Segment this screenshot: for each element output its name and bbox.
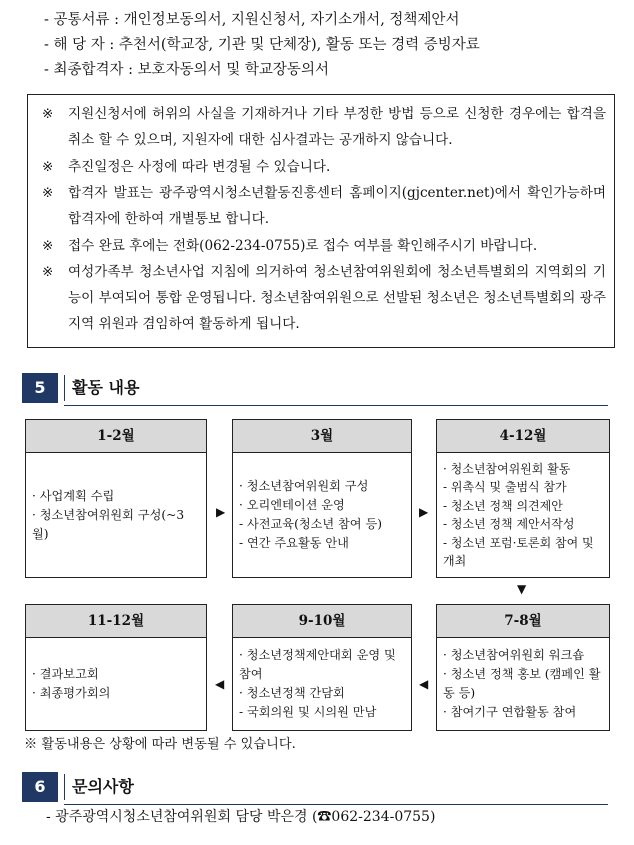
flow-box-apr-dec [436, 419, 610, 578]
notice-mark: ※ [42, 106, 54, 122]
flow-item: · 청소년참여위원회 구성(~3월) [32, 507, 185, 541]
flow-items [26, 453, 206, 577]
flow-item: - 청소년 정책 의견제안 [443, 498, 563, 513]
divider [64, 774, 65, 800]
flow-items [233, 453, 411, 577]
flow-period: 9-10월 [233, 605, 411, 638]
flow-item: · 오리엔테이션 운영 [239, 498, 345, 512]
flow-period: 11-12월 [26, 605, 206, 638]
notice-mark: ※ [42, 238, 54, 254]
flow-item: · 결과보고회 [32, 667, 99, 681]
notice-text: 추진일정은 사정에 따라 변경될 수 있습니다. [68, 159, 331, 175]
flow-item: - 청소년 포럼·토론회 참여 및 개최 [443, 535, 594, 568]
flow-item: · 사업계획 수립 [32, 488, 115, 503]
notice-text: 여성가족부 청소년사업 지침에 의거하여 청소년참여위원회에 청소년특별회의 지역회의 기능이 부여되어 통합 운영됩니다. 청소년참여위원으로 선발된 청소년은 청소년특별회의 광주지역 위원과 겸임하여 활동하게 됩니다. [68, 264, 606, 332]
section-title: 문의사항 [72, 777, 134, 796]
doc-final: - 최종합격자 : 보호자동의서 및 학교장동의서 [44, 62, 329, 78]
flow-box-nov-dec [25, 604, 207, 731]
contact-info: - 광주광역시청소년참여위원회 담당 박은경 (☎062-234-0755) [46, 809, 436, 825]
flow-period: 7-8월 [437, 605, 609, 638]
section-title: 활동 내용 [72, 378, 140, 397]
section-number: 5 [22, 373, 58, 403]
notice-item [42, 154, 606, 180]
arrow-left-icon: ◀ [419, 677, 429, 691]
notice-item [42, 233, 606, 259]
flow-box-jul-aug [436, 604, 610, 731]
flow-item: - 국회의원 및 시의원 만남 [239, 705, 377, 719]
flow-item: - 연간 주요활동 안내 [239, 536, 349, 550]
divider [64, 804, 608, 805]
flow-items [437, 638, 609, 730]
flow-item: · 청소년참여위원회 구성 [239, 479, 369, 493]
arrow-left-icon: ◀ [215, 677, 225, 691]
doc-common: - 공통서류 : 개인정보동의서, 지원신청서, 자기소개서, 정책제안서 [44, 12, 460, 28]
flow-item: · 청소년정책 간담회 [239, 686, 345, 700]
notice-mark: ※ [42, 264, 54, 280]
section-number: 6 [22, 772, 58, 802]
notice-box [27, 94, 615, 348]
flow-items [26, 638, 206, 730]
flow-item: - 사전교육(청소년 참여 등) [239, 517, 382, 531]
notice-mark: ※ [42, 159, 54, 175]
doc-applicable: - 해 당 자 : 추천서(학교장, 기관 및 단체장), 활동 또는 경력 증빙자료 [44, 37, 480, 53]
flow-item: - 위촉식 및 출범식 참가 [443, 480, 567, 494]
flow-item: · 청소년참여위원회 활동 [443, 461, 571, 476]
notice-mark: ※ [42, 185, 54, 201]
flow-item: · 청소년참여위원회 워크숍 [443, 648, 585, 662]
divider [64, 375, 65, 401]
flow-items [233, 638, 411, 730]
flow-box-sep-oct [232, 604, 412, 731]
notice-item [42, 180, 606, 232]
flow-period: 4-12월 [437, 420, 609, 453]
notice-item [42, 101, 606, 153]
arrow-right-icon: ▶ [216, 505, 226, 519]
notice-text: 접수 완료 후에는 전화(062-234-0755)로 접수 여부를 확인해주시기 바랍니다. [68, 238, 538, 254]
divider [64, 405, 608, 406]
notice-text: 지원신청서에 허위의 사실을 기재하거나 기타 부정한 방법 등으로 신청한 경우에는 합격을 취소 할 수 있으며, 지원자에 대한 심사결과는 공개하지 않습니다. [68, 106, 606, 148]
flow-box-mar [232, 419, 412, 578]
flow-period: 3월 [233, 420, 411, 453]
section-5-header [20, 373, 608, 403]
flow-item: · 청소년정책제안대회 운영 및 참여 [239, 648, 396, 681]
flow-item: · 최종평가회의 [32, 686, 111, 700]
arrow-right-icon: ▶ [419, 505, 429, 519]
section-6-header [20, 772, 608, 802]
flow-item: - 청소년 정책 제안서작성 [443, 517, 575, 531]
notice-item [42, 259, 606, 337]
flow-note: ※ 활동내용은 상황에 따라 변동될 수 있습니다. [24, 737, 296, 752]
flow-period: 1-2월 [26, 420, 206, 453]
notice-text: 합격자 발표는 광주광역시청소년활동진흥센터 홈페이지(gjcenter.net)에서 확인가능하며 합격자에 한하여 개별통보 합니다. [68, 185, 606, 227]
flow-items [437, 453, 609, 577]
required-documents-list [44, 8, 624, 83]
flow-item: · 청소년 정책 홍보 (캠페인 활동 등) [443, 667, 601, 700]
flow-item: · 참여기구 연합활동 참여 [443, 705, 577, 719]
flow-box-jan-feb [25, 419, 207, 578]
arrow-down-icon: ▼ [517, 582, 527, 596]
